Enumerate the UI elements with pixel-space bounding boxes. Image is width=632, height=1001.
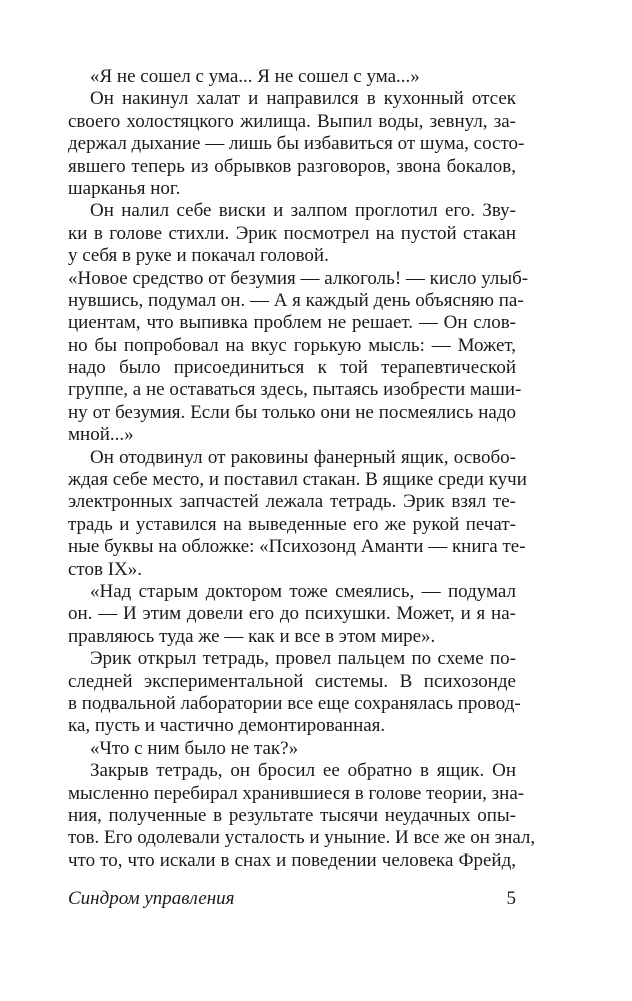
text-line: явшего теперь из обрывков разговоров, звона бокалов, [68,155,516,177]
text-line: циентам, что выпивка проблем не решает. — Он слов- [68,312,516,334]
paragraph [68,200,516,267]
text-line: стов IX». [68,558,143,580]
text-line: держал дыхание — лишь бы избавиться от шума, состо- [68,133,525,155]
page-footer [68,888,516,910]
text-line: своего холостяцкого жилища. Выпил воды, зевнул, за- [68,110,516,132]
text-line: что то, что искали в снах и поведении человека Фрейд, [68,849,516,871]
text-line: ка, пусть и частично демонтированная. [68,715,386,737]
text-line: ные буквы на обложке: «Психозонд Аманти — книга те- [68,536,526,558]
text-line: ки в голове стихли. Эрик посмотрел на пустой стакан [68,222,516,244]
text-line: мной...» [68,424,134,446]
paragraph [68,648,521,738]
paragraph [68,88,525,200]
text-line: он. — И этим довели его до психушки. Может, и я на- [68,603,516,625]
text-line: традь и уставился на выведенные его же рукой печат- [68,513,516,535]
text-line: ну от безумия. Если бы только они не посмеялись надо [68,401,516,423]
text-line: ждая себе место, и поставил стакан. В ящике среди кучи [68,469,527,491]
page-body-text [68,66,536,872]
text-line: в подвальной лаборатории все еще сохранялась провод- [68,692,521,714]
text-line: шарканья ног. [68,177,181,199]
text-line: но бы попробовал на вкус горькую мысль: — Может, [68,334,516,356]
paragraph [68,66,516,88]
text-line: мысленно перебирал хранившиеся в голове теории, зна- [68,782,525,804]
paragraph [68,760,536,872]
page-number: 5 [506,888,516,909]
text-line: следней экспериментальной системы. В психозонде [68,670,516,692]
text-line: «Что с ним было не так?» [90,737,299,759]
text-line: Он отодвинул от раковины фанерный ящик, освобо- [90,446,516,468]
text-line: группе, а не оставаться здесь, пытаясь изобрести маши- [68,379,522,401]
text-line: у себя в руке и покачал головой. [68,245,329,267]
text-line: надо было присоединиться к той терапевтической [68,357,516,379]
text-line: электронных запчастей лежала тетрадь. Эрик взял те- [68,491,516,513]
paragraph [68,581,516,648]
text-line: Закрыв тетрадь, он бросил ее обратно в ящик. Он [90,760,516,782]
paragraph [68,446,527,581]
text-line: «Новое средство от безумия — алкоголь! — кисло улыб- [68,267,529,289]
text-line: нувшись, подумал он. — А я каждый день объясняю па- [68,289,524,311]
text-line: правляюсь туда же — как и все в этом мире». [68,625,436,647]
text-line: «Над старым доктором тоже смеялись, — подумал [90,580,516,602]
text-line: Эрик открыл тетрадь, провел пальцем по схеме по- [90,648,516,670]
text-line: «Я не сошел с ума... Я не сошел с ума...» [90,66,420,87]
text-line: ния, полученные в результате тысячи неудачных опы- [68,804,516,826]
text-line: тов. Его одолевали усталость и уныние. И все же он знал, [68,827,536,849]
paragraph [68,267,529,447]
text-line: Он накинул халат и направился в кухонный отсек [90,88,516,110]
running-footer-title: Синдром управления [68,888,235,909]
paragraph [68,738,516,760]
text-line: Он налил себе виски и залпом проглотил его. Зву- [90,200,516,222]
